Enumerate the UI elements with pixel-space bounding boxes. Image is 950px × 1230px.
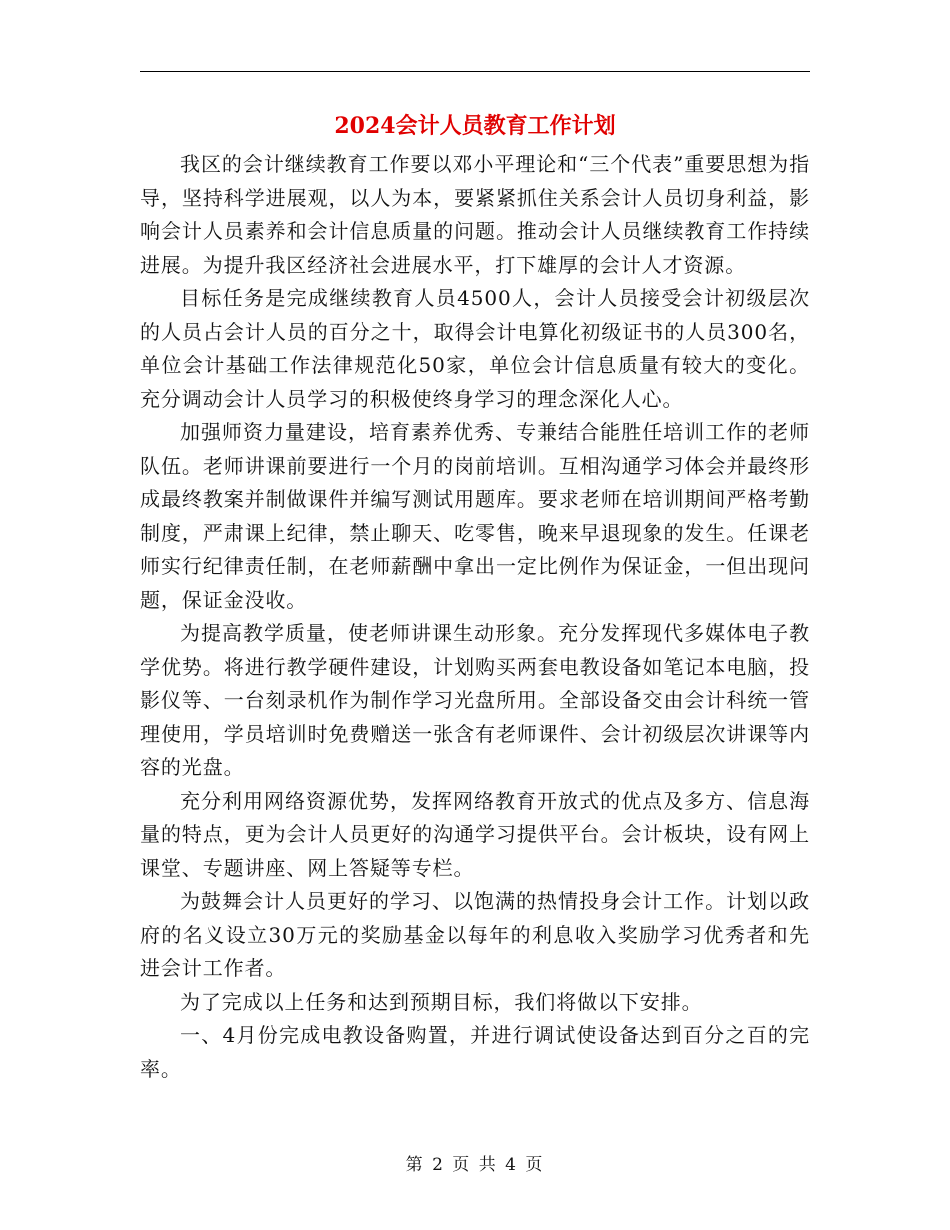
paragraph: 为了完成以上任务和达到预期目标，我们将做以下安排。 (180, 989, 703, 1014)
paragraph: 目标任务是完成继续教育人员4500人，会计人员接受会计初级层次的人员占会计人员的百分之十，取得会计电算化初级证书的人员300名，单位会计基础工作法律规范化50家，单位会计信息质量有较大的变化。充分调动会计人员学习的积极使终身学习的理念深化人心。 (140, 286, 810, 411)
document-title: 2024会计人员教育工作计划 (334, 113, 616, 139)
paragraph: 为提高教学质量，使老师讲课生动形象。充分发挥现代多媒体电子教学优势。将进行教学硬件建设，计划购买两套电教设备如笔记本电脑，投影仪等、一台刻录机作为制作学习光盘所用。全部设备交由会计科统一管理使用，学员培训时免费赠送一张含有老师课件、会计初级层次讲课等内容的光盘。 (140, 621, 810, 779)
paragraph: 为鼓舞会计人员更好的学习、以饱满的热情投身会计工作。计划以政府的名义设立30万元的奖励基金以每年的利息收入奖励学习优秀者和先进会计工作者。 (140, 889, 810, 980)
paragraph: 加强师资力量建设，培育素养优秀、专兼结合能胜任培训工作的老师队伍。老师讲课前要进行一个月的岗前培训。互相沟通学习体会并最终形成最终教案并制做课件并编写测试用题库。要求老师在培训期间严格考勤制度，严肃课上纪律，禁止聊天、吃零售，晚来早退现象的发生。任课老师实行纪律责任制，在老师薪酬中拿出一定比例作为保证金，一但出现问题，保证金没收。 (140, 420, 810, 612)
paragraph: 一、4月份完成电教设备购置，并进行调试使设备达到百分之百的完率。 (140, 1023, 810, 1081)
paragraph: 充分利用网络资源优势，发挥网络教育开放式的优点及多方、信息海量的特点，更为会计人员更好的沟通学习提供平台。会计板块，设有网上课堂、专题讲座、网上答疑等专栏。 (140, 788, 810, 880)
document-body (140, 148, 810, 1086)
page-number-footer: 第 2 页 共 4 页 (405, 1155, 545, 1175)
header-rule (140, 71, 810, 72)
paragraph: 我区的会计继续教育工作要以邓小平理论和“三个代表”重要思想为指导，坚持科学进展观，以人为本，要紧紧抓住关系会计人员切身利益，影响会计人员素养和会计信息质量的问题。推动会计人员继续教育工作持续进展。为提升我区经济社会进展水平，打下雄厚的会计人才资源。 (140, 152, 810, 277)
